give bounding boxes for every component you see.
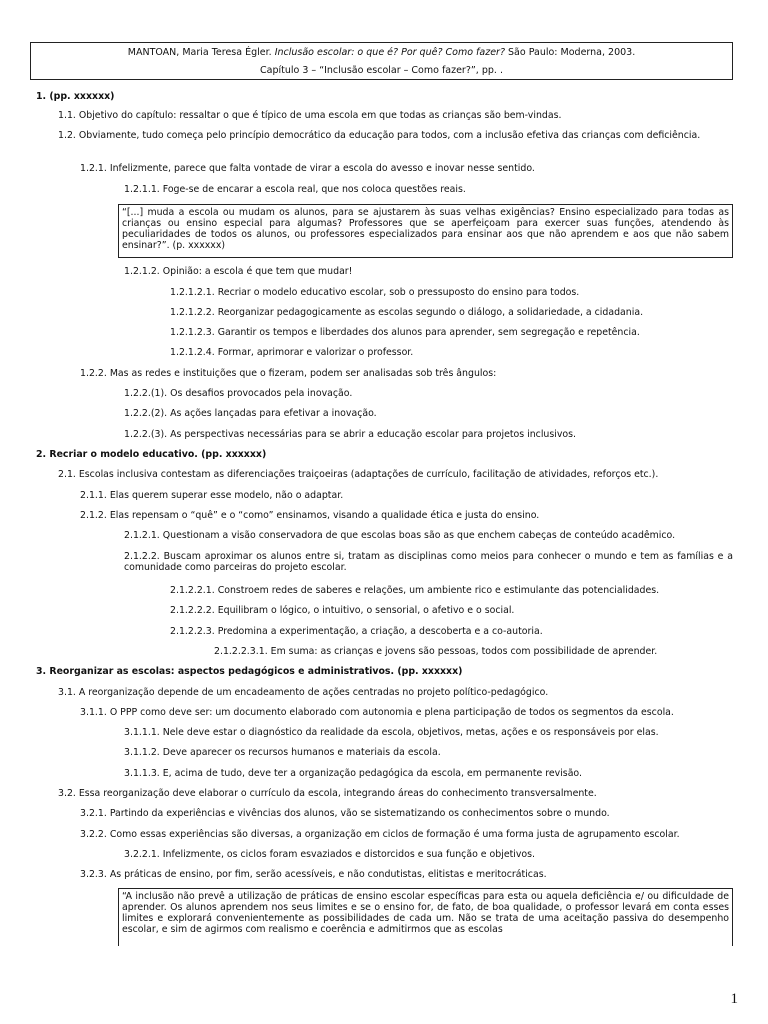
reference-author: MANTOAN, Maria Teresa Égler. [127,47,272,58]
outline-item: 1.2.1.1. Foge-se de encarar a escola real, que nos coloca questões reais. [124,184,466,195]
outline-item: 1.2. Obviamente, tudo começa pelo princípio democrático da educação para todos, com a inclusão efetiva das crianças com deficiência. [58,130,701,141]
reference-header [30,42,733,80]
outline-item: 1.2.1. Infelizmente, parece que falta vontade de virar a escola do avesso e inovar nesse sentido. [80,163,535,174]
section-heading: 1. (pp. xxxxxx) [36,91,115,102]
outline-item: 1.1. Objetivo do capítulo: ressaltar o que é típico de uma escola em que todas as crianças são bem-vindas. [58,110,562,121]
outline-item: 2.1.2.2.3. Predomina a experimentação, a criação, a descoberta e a co-autoria. [170,626,543,637]
outline-item: 2.1.2. Elas repensam o “quê” e o “como” ensinamos, visando a qualidade ética e justa do ensino. [80,510,540,521]
page-number: 1 [730,991,738,1007]
outline-item: 3.2.3. As práticas de ensino, por fim, serão acessíveis, e não condutistas, elitistas e meritocráticas. [80,869,547,880]
outline-item: 3.1. A reorganização depende de um encadeamento de ações centradas no projeto político-pedagógico. [58,687,549,698]
outline-item: 2.1.2.1. Questionam a visão conservadora de que escolas boas são as que enchem cabeças de conteúdo acadêmico. [124,530,676,541]
outline-item: 3.2. Essa reorganização deve elaborar o currículo da escola, integrando áreas do conhecimento transversalmente. [58,788,597,799]
outline-item: 1.2.2.(1). Os desafios provocados pela inovação. [124,388,353,399]
outline-item: 3.2.2.1. Infelizmente, os ciclos foram esvaziados e distorcidos e sua função e objetivos. [124,849,536,860]
reference-title: Inclusão escolar: o que é? Por quê? Como fazer? [274,47,505,58]
bibliographic-reference [31,44,732,62]
outline-item: 1.2.1.2. Opinião: a escola é que tem que mudar! [124,266,353,277]
outline-item: 1.2.1.2.2. Reorganizar pedagogicamente as escolas segundo o diálogo, a solidariedade, a cidadania. [170,307,644,318]
block-quote: “[...] muda a escola ou mudam os alunos, para se ajustarem às suas velhas exigências? Ensino especializado para todas as crianças ou ensino especial para algumas? Professores que se aperfeiçoam para exercer suas funções, atendendo às peculiaridades de todos os alunos, ou professores especializados para ensinar aos que não aprendem e aos que não sabem ensinar?”. (p. xxxxxx) [118,204,733,258]
outline-item: 2.1.2.2.2. Equilibram o lógico, o intuitivo, o sensorial, o afetivo e o social. [170,605,515,616]
block-quote: “A inclusão não prevê a utilização de práticas de ensino escolar específicas para esta ou aquela deficiência e/ ou dificuldade de aprender. Os alunos aprendem nos seus limites e se o ensino for, de fato, de boa qualidade, o professor levará em conta esses limites e explorará convenientemente as possibilidades de cada um. Não se trata de uma aceitação passiva do desempenho escolar, e sim de agirmos com realismo e coerência e admitirmos que as escolas [118,888,733,946]
outline-item: 1.2.1.2.4. Formar, aprimorar e valorizar o professor. [170,347,414,358]
chapter-title: Capítulo 3 – “Inclusão escolar – Como fazer?”, pp. . [260,65,503,76]
outline-item: 1.2.2.(2). As ações lançadas para efetivar a inovação. [124,408,377,419]
outline-item: 3.2.1. Partindo da experiências e vivências dos alunos, vão se sistematizando os conhecimentos sobre o mundo. [80,808,610,819]
outline-item: 2.1. Escolas inclusiva contestam as diferenciações traiçoeiras (adaptações de currículo, facilitação de atividades, reforços etc.). [58,469,659,480]
outline-item: 3.1.1.3. E, acima de tudo, deve ter a organização pedagógica da escola, em permanente revisão. [124,768,582,779]
outline-item: 2.1.2.2.1. Constroem redes de saberes e relações, um ambiente rico e estimulante das potencialidades. [170,585,660,596]
outline-item: 1.2.2.(3). As perspectivas necessárias para se abrir a educação escolar para projetos inclusivos. [124,429,577,440]
section-heading: 2. Recriar o modelo educativo. (pp. xxxxxx) [36,449,267,460]
section-heading: 3. Reorganizar as escolas: aspectos pedagógicos e administrativos. (pp. xxxxxx) [36,666,463,677]
outline-item: 2.1.2.2. Buscam aproximar os alunos entre si, tratam as disciplinas como meios para conhecer o mundo e tem as famílias e a comunidade como parceiras do projeto escolar. [124,551,733,573]
reference-publisher: São Paulo: Moderna, 2003. [508,47,636,58]
outline-item: 3.1.1. O PPP como deve ser: um documento elaborado com autonomia e plena participação de todos os segmentos da escola. [80,707,674,718]
outline-item: 1.2.1.2.3. Garantir os tempos e liberdades dos alunos para aprender, sem segregação e repetência. [170,327,640,338]
outline-item: 1.2.2. Mas as redes e instituições que o fizeram, podem ser analisadas sob três ângulos: [80,368,497,379]
outline-item: 1.2.1.2.1. Recriar o modelo educativo escolar, sob o pressuposto do ensino para todos. [170,287,580,298]
outline-item: 2.1.1. Elas querem superar esse modelo, não o adaptar. [80,490,344,501]
outline-item: 2.1.2.2.3.1. Em suma: as crianças e jovens são pessoas, todos com possibilidade de aprender. [214,646,658,657]
outline-item: 3.1.1.1. Nele deve estar o diagnóstico da realidade da escola, objetivos, metas, ações e os responsáveis por elas. [124,727,659,738]
outline-item: 3.1.1.2. Deve aparecer os recursos humanos e materiais da escola. [124,747,441,758]
outline-item: 3.2.2. Como essas experiências são diversas, a organização em ciclos de formação é uma forma justa de agrupamento escolar. [80,829,680,840]
